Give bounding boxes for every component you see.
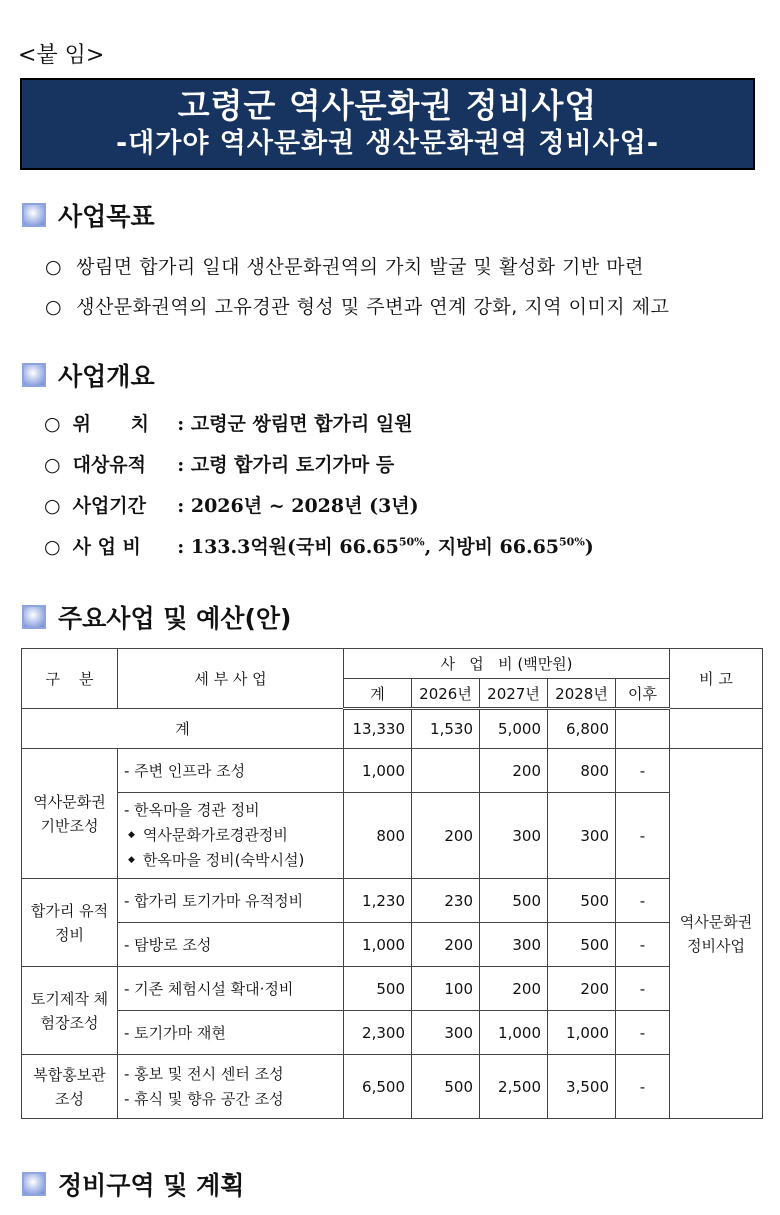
detail-cell: - 주변 인프라 조성 (118, 749, 344, 793)
page-title: 고령군 역사문화권 정비사업 (177, 86, 598, 125)
section-square-icon (22, 203, 46, 227)
table-row: - 토기가마 재현 2,300 300 1,000 1,000 - (22, 1011, 763, 1055)
category-cell: 토기제작 체험장조성 (22, 967, 118, 1055)
note-cell: 역사문화권 정비사업 (670, 749, 763, 1119)
circle-bullet-icon: ○ (45, 296, 63, 318)
budget-table (21, 648, 763, 1119)
section-overview (22, 358, 155, 392)
header-2028: 2028년 (548, 679, 616, 709)
page-subtitle: -대가야 역사문화권 생산문화권역 정비사업- (115, 128, 660, 159)
header-2027: 2027년 (480, 679, 548, 709)
table-row: - 한옥마을 경관 정비 ◆ 역사문화가로경관정비 ◆ 한옥마을 정비(숙박시설) 800 200 300 300 - (22, 793, 763, 879)
detail-cell: - 합가리 토기가마 유적정비 (118, 879, 344, 923)
attachment-label: <붙 임> (18, 43, 105, 68)
section-square-icon (22, 1172, 46, 1196)
bullet-dot-icon: ◆ (128, 855, 135, 865)
title-banner (20, 78, 755, 170)
table-row: 합가리 유적정비 - 합가리 토기가마 유적정비 1,230 230 500 500 - (22, 879, 763, 923)
section-square-icon (22, 363, 46, 387)
header-cost-group: 사 업 비 (백만원) (344, 649, 670, 679)
section-title: 주요사업 및 예산(안) (58, 604, 292, 633)
detail-cell: - 기존 체험시설 확대·정비 (118, 967, 344, 1011)
circle-bullet-icon: ○ (44, 413, 61, 435)
category-cell: 역사문화권 기반조성 (22, 749, 118, 879)
table-row: 토기제작 체험장조성 - 기존 체험시설 확대·정비 500 100 200 200 - (22, 967, 763, 1011)
category-cell: 복합홍보관 조성 (22, 1055, 118, 1119)
detail-cell: - 탐방로 조성 (118, 923, 344, 967)
header-detail: 세 부 사 업 (118, 649, 344, 709)
circle-bullet-icon: ○ (45, 256, 63, 278)
detail-cell: - 한옥마을 경관 정비 ◆ 역사문화가로경관정비 ◆ 한옥마을 정비(숙박시설) (118, 793, 344, 879)
table-row: 역사문화권 기반조성 - 주변 인프라 조성 1,000 200 800 - 역사문화권 정비사업 (22, 749, 763, 793)
header-total: 계 (344, 679, 412, 709)
table-row: 복합홍보관 조성 - 홍보 및 전시 센터 조성 - 휴식 및 향유 공간 조성 6,500 500 2,500 3,500 - (22, 1055, 763, 1119)
header-2026: 2026년 (412, 679, 480, 709)
section-zones (22, 1167, 244, 1201)
header-category: 구 분 (22, 649, 118, 709)
section-title: 정비구역 및 계획 (58, 1171, 245, 1200)
overview-item-period: ○ 사업기간 : 2026년 ~ 2028년 (3년) (44, 495, 419, 517)
overview-item-cost: ○ 사 업 비 : 133.3억원(국비 $66.65^{50\%}$, 지방비 $66.65^{50\%}$) (44, 535, 594, 558)
circle-bullet-icon: ○ (44, 536, 61, 558)
detail-cell: - 홍보 및 전시 센터 조성 - 휴식 및 향유 공간 조성 (118, 1055, 344, 1119)
section-goals (22, 198, 155, 232)
header-after: 이후 (616, 679, 670, 709)
goal-item: ○ 쌍림면 합가리 일대 생산문화권역의 가치 발굴 및 활성화 기반 마련 (45, 256, 645, 278)
section-title: 사업목표 (58, 202, 155, 231)
overview-item-site: ○ 대상유적 : 고령 합가리 토기가마 등 (44, 454, 395, 476)
circle-bullet-icon: ○ (44, 454, 61, 476)
table-total-row: 계 13,330 1,530 5,000 6,800 (22, 709, 763, 749)
bullet-dot-icon: ◆ (128, 830, 135, 840)
section-square-icon (22, 605, 46, 629)
table-row: - 탐방로 조성 1,000 200 300 500 - (22, 923, 763, 967)
detail-cell: - 토기가마 재현 (118, 1011, 344, 1055)
section-title: 사업개요 (58, 362, 155, 391)
circle-bullet-icon: ○ (44, 495, 61, 517)
overview-item-location: ○ 위 치 : 고령군 쌍림면 합가리 일원 (44, 413, 413, 435)
header-note: 비 고 (670, 649, 763, 709)
goal-item: ○ 생산문화권역의 고유경관 형성 및 주변과 연계 강화, 지역 이미지 제고 (45, 296, 670, 318)
section-budget (22, 600, 291, 634)
category-cell: 합가리 유적정비 (22, 879, 118, 967)
